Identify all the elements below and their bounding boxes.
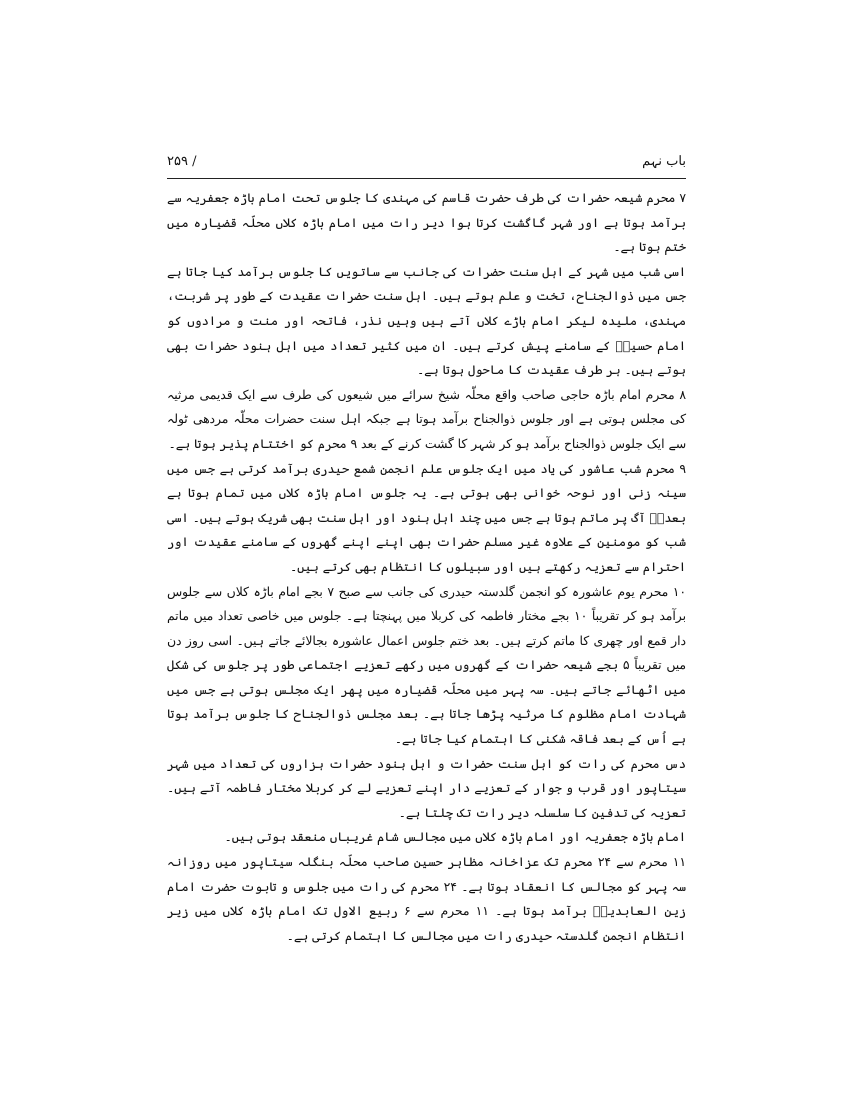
paragraph-night-of-tenth: دس محرم کی رات کو اہل سنت حضرات و اہل ہنود حضرات ہزاروں کی تعداد میں شہر سیتاپور اور قرب و جوار کے تعزیے دار اپنے تعزیے لے کر کربلا مختار فاطمہ آتے ہیں۔ تعزیہ کی تدفین کا سلسلہ دیر رات تک چلتا ہے۔ [167,756,686,820]
paragraph-sunni-procession: اسی شب میں شہر کے اہل سنت حضرات کی جانب سے ساتویں کا جلوس برآمد کیا جاتا ہے جس میں ذوالجناح، تخت و علم ہوتے ہیں۔ اہل سنت حضرات عقیدت کے طور پر شربت، مہندی، ملیدہ لیکر امام باڑے کلاں آتے ہیں وہیں نذر، فاتحہ اور منت و مرادوں کو امام حسینؑ کے سامنے پیش کرتے ہیں۔ ان میں کثیر تعداد میں اہل ہنود حضرات بھی ہوتے ہیں۔ ہر طرف عقیدت کا ماحول ہوتا ہے۔ [167,264,686,378]
chapter-title: باب نہم [642,154,686,169]
paragraph-9-muharram: ۹ محرم شب عاشور کی یاد میں ایک جلوس علم انجمن شمع حیدری برآمد کرتی ہے جس میں سینہ زنی اور نوحہ خوانی بھی ہوتی ہے۔ یہ جلوس امام باڑہ کلاں میں تمام ہوتا ہے بعدہٗ آگ پر ماتم ہوتا ہے جس میں چند اہل ہنود اور اہل سنت بھی شریک ہوتے ہیں۔ اسی شب کو مومنین کے علاوہ غیر مسلم حضرات بھی اپنے اپنے گھروں کے سامنے عقیدت اور احترام سے تعزیہ رکھتے ہیں اور سبیلوں کا انتظام بھی کرتے ہیں۔ [167,461,686,574]
paragraph-7-muharram: ۷ محرم شیعہ حضرات کی طرف حضرت قاسم کی مہندی کا جلوس تحت امام باڑہ جعفریہ سے برآمد ہوتا ہے اور شہر گاگشت کرتا ہوا دیر رات میں امام باڑہ کلاں محلّہ قضیارہ میں ختم ہوتا ہے۔ [167,191,686,255]
paragraph-8-muharram: ۸ محرم امام باڑہ حاجی صاحب واقع محلّہ شیخ سرائے میں شیعوں کی طرف سے ایک قدیمی مرثیہ کی مجلس ہوتی ہے اور جلوس ذوالجناح برآمد ہوتا ہے جبکہ اہل سنت حضرات محلّہ مردھی ٹولہ سے ایک جلوس ذوالجناح برآمد ہو کر شہر کا گشت کرنے کے بعد ۹ محرم کو اختتام پذیر ہوتا ہے۔ [167,387,686,451]
body-text [167,186,686,948]
paragraph-sham-e-ghariban: امام باڑہ جعفریہ اور امام باڑہ کلاں میں مجالس شام غریباں منعقد ہوتی ہیں۔ [224,830,686,845]
paragraph-11-to-24-muharram: ۱۱ محرم سے ۲۴ محرم تک عزاخانہ مظاہر حسین صاحب محلّہ بنگلہ سیتاپور میں روزانہ سہ پہر کو مجالس کا انعقاد ہوتا ہے۔ ۲۴ محرم کی رات میں جلوس و تابوت حضرت امام زین العابدینؑ برآمد ہوتا ہے۔ ۱۱ محرم سے ۶ ربیع الاول تک امام باڑہ کلاں میں زیر انتظام انجمن گلدستہ حیدری رات میں مجالس کا اہتمام کرتی ہے۔ [167,855,687,943]
paragraph-10-muharram: ۱۰ محرم یوم عاشورہ کو انجمن گلدستہ حیدری کی جانب سے صبح ۷ بجے امام باڑہ کلاں سے جلوس برآمد ہو کر تقریباً ۱۰ بجے مختار فاطمہ کی کربلا میں پہنچتا ہے۔ جلوس میں خاصی تعداد میں ماتم دار قمع اور چھری کا ماتم کرتے ہیں۔ بعد ختم جلوس اعمال عاشورہ بجالائے جاتے ہیں۔ اسی روز دن میں تقریباً ۵ بجے شیعہ حضرات کے گھروں میں رکھے تعزیے اجتماعی طور پر جلوس کی شکل میں اٹھائے جاتے ہیں۔ سہ پہر میں محلّہ قضیارہ میں پھر ایک مجلس ہوتی ہے جس میں شہادت امام مظلوم کا مرثیہ پڑھا جاتا ہے۔ بعد مجلس ذوالجناح کا جلوس برآمد ہوتا ہے اُس کے بعد فاقہ شکنی کا اہتمام کیا جاتا ہے۔ [167,584,686,747]
running-header [167,150,686,179]
page-number: ۲۵۹ / [167,154,197,169]
